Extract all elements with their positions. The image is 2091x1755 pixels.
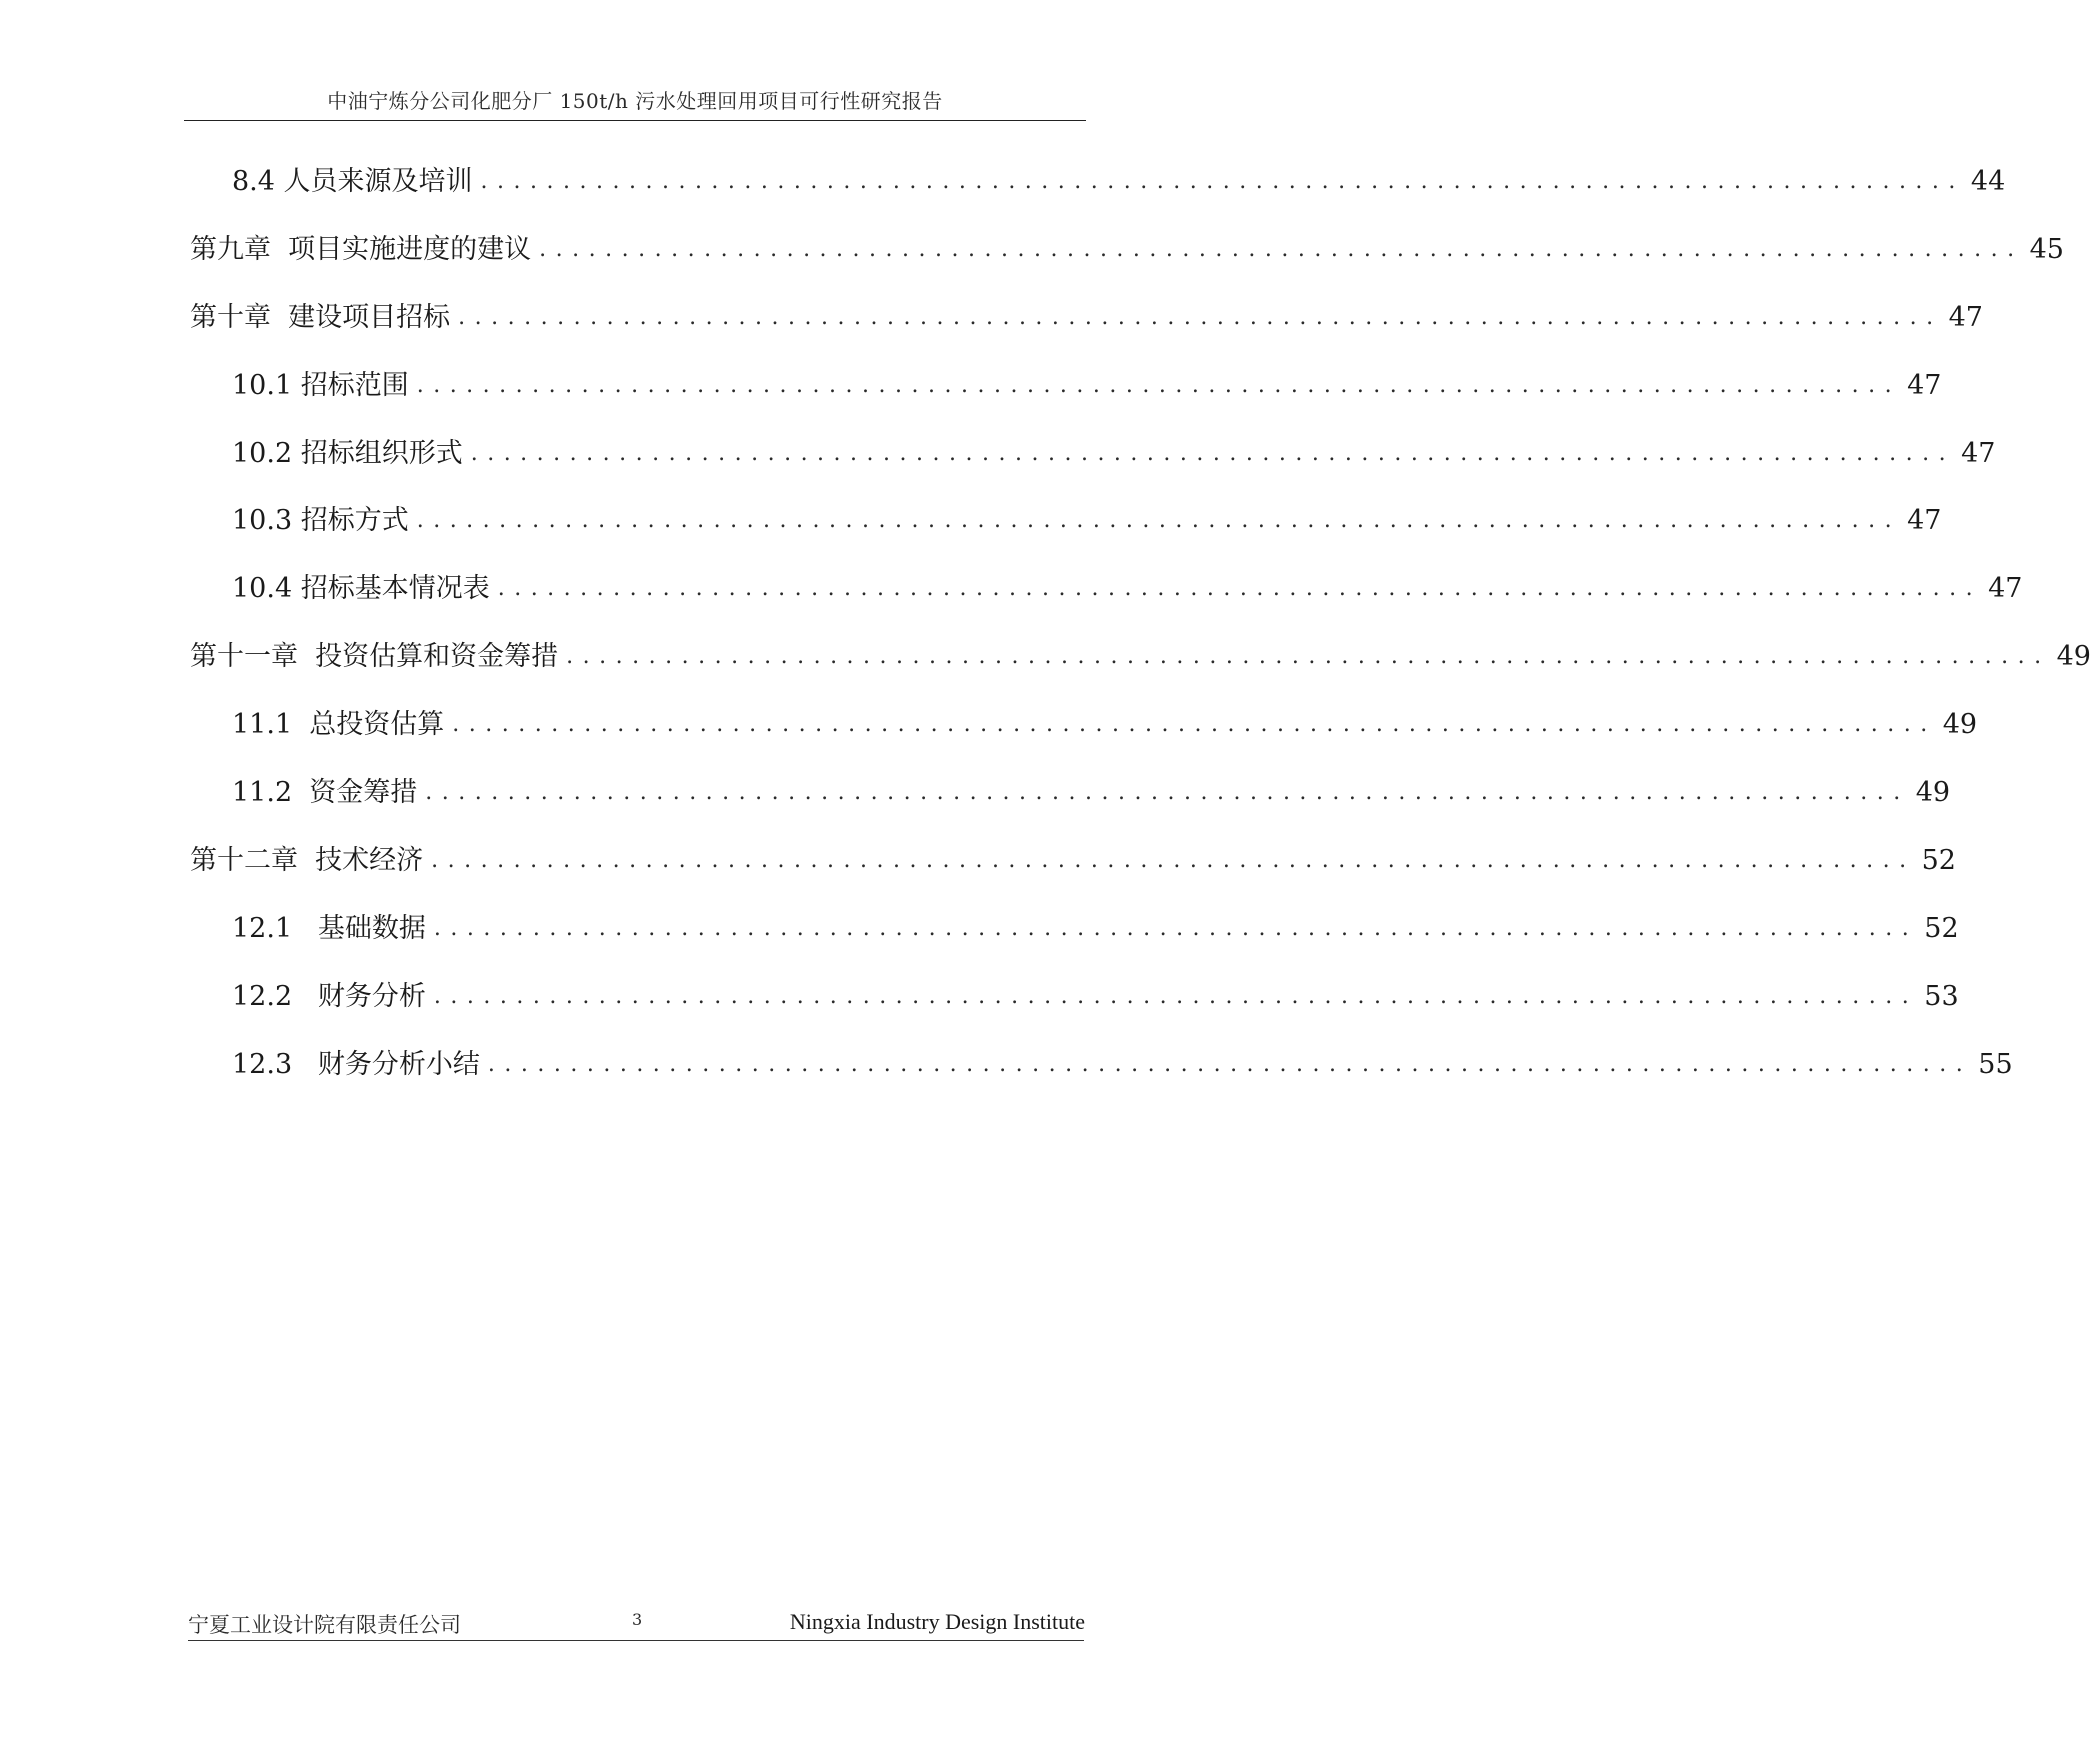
toc-dot-leader: .......................................................................................... (480, 169, 1965, 194)
toc-entry-title: 第十章 建设项目招标 (190, 302, 451, 333)
toc-entry-page: 47 (1988, 573, 2023, 604)
toc-dot-leader: .......................................................................................... (458, 305, 1943, 330)
toc-entry-title: 12.1 基础数据 (232, 913, 426, 944)
toc-entry-title: 10.3 招标方式 (232, 505, 409, 536)
toc-dot-leader: .......................................................................................... (431, 848, 1916, 873)
toc-entry[interactable] (232, 362, 1942, 406)
toc-dot-leader: .......................................................................................... (452, 712, 1937, 737)
toc-entry[interactable] (232, 701, 1978, 745)
toc-entry-title: 第十二章 技术经济 (190, 845, 424, 876)
footer-company-name: 宁夏工业设计院有限责任公司 (188, 1613, 461, 1637)
toc-entry-title: 11.1 总投资估算 (232, 709, 445, 740)
toc-entry-page: 44 (1970, 166, 2006, 197)
toc-entry-title: 第九章 项目实施进度的建议 (190, 234, 532, 265)
toc-entry[interactable] (232, 905, 1959, 949)
toc-entry-page: 49 (1915, 777, 1951, 808)
toc-entry[interactable] (232, 430, 1996, 474)
toc-dot-leader: .......................................................................................... (470, 441, 1956, 466)
toc-dot-leader: .......................................................................................... (487, 1052, 1973, 1077)
toc-entry-title: 10.1 招标范围 (232, 370, 409, 401)
toc-entry[interactable] (232, 497, 1942, 541)
footer-page-number: 3 (632, 1610, 643, 1629)
toc-dot-leader: .......................................................................................... (416, 373, 1902, 398)
toc-entry[interactable] (190, 226, 2064, 270)
toc-entry-title: 8.4 人员来源及培训 (232, 166, 473, 197)
toc-dot-leader: .......................................................................................... (497, 576, 1983, 601)
toc-entry[interactable] (232, 769, 1951, 813)
toc-entry-page: 47 (1907, 370, 1942, 401)
toc-dot-leader: .......................................................................................... (433, 916, 1919, 941)
toc-entry-page: 55 (1978, 1049, 2013, 1080)
toc-entry-page: 45 (2029, 234, 2064, 265)
toc-entry-page: 47 (1961, 438, 1996, 469)
footer-divider (188, 1640, 1084, 1641)
toc-entry[interactable] (190, 633, 2091, 677)
toc-entry[interactable] (190, 837, 1956, 881)
footer-institute-name: Ningxia Industry Design Institute (789, 1609, 1085, 1634)
toc-entry-page: 52 (1924, 913, 1959, 944)
toc-dot-leader: .......................................................................................... (539, 237, 2024, 262)
toc-entry[interactable] (232, 1041, 2013, 1085)
toc-entry-page: 47 (1907, 505, 1942, 536)
toc-entry-page: 53 (1924, 981, 1959, 1012)
page-header-title: 中油宁炼分公司化肥分厂 150t/h 污水处理回用项目可行性研究报告 (184, 84, 1086, 121)
toc-entry-title: 10.2 招标组织形式 (232, 438, 463, 469)
toc-dot-leader: .......................................................................................... (566, 644, 2051, 669)
toc-dot-leader: .......................................................................................... (416, 508, 1902, 533)
toc-entry[interactable] (232, 565, 2023, 609)
toc-entry-title: 10.4 招标基本情况表 (232, 573, 490, 604)
toc-entry-title: 11.2 资金筹措 (232, 777, 418, 808)
toc-entry-page: 52 (1921, 845, 1956, 876)
toc-entry-page: 49 (1942, 709, 1978, 740)
toc-entry[interactable] (232, 973, 1959, 1017)
toc-entry-title: 12.2 财务分析 (232, 981, 426, 1012)
toc-entry-page: 47 (1948, 302, 1983, 333)
toc-entry-title: 12.3 财务分析小结 (232, 1049, 480, 1080)
toc-entry-title: 第十一章 投资估算和资金筹措 (190, 641, 559, 672)
toc-entry[interactable] (190, 294, 1983, 338)
toc-dot-leader: .......................................................................................... (425, 780, 1910, 805)
toc-entry-page: 49 (2056, 641, 2091, 672)
toc-entry[interactable] (232, 158, 2006, 202)
toc-dot-leader: .......................................................................................... (433, 984, 1919, 1009)
